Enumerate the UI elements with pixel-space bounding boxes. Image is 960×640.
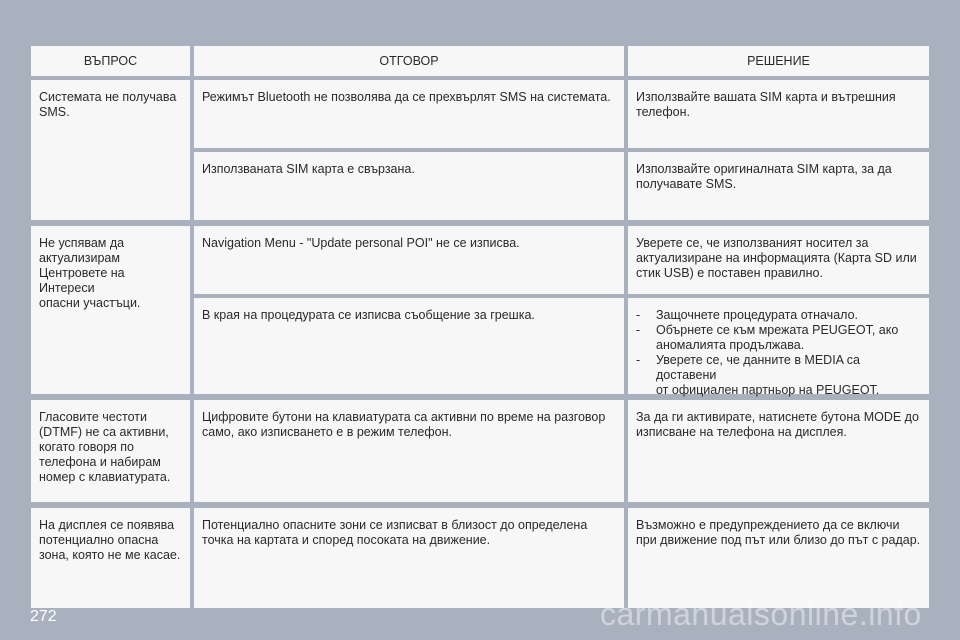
answer-cell: Потенциално опасните зони се изписват в близост до определена точка на картата и според посоката на движение. [194,508,624,608]
solution-cell: За да ги активирате, натиснете бутона MODE до изписване на телефона на дисплея. [628,400,929,502]
answer-cell: В края на процедурата се изписва съобщение за грешка. [194,298,624,394]
solution-step: - Обърнете се към мрежата PEUGEOT, ако аномалията продължава. [636,323,921,353]
question-cell: Не успявам да актуализирам Центровете на Интереси опасни участъци. [31,226,190,394]
question-cell: Системата не получава SMS. [31,80,190,220]
page-number: 272 [30,608,57,625]
answer-cell: Режимът Bluetooth не позволява да се прехвърлят SMS на системата. [194,80,624,148]
solution-steps-list [636,308,921,398]
solution-cell: Възможно е предупреждението да се включи при движение под път или близо до път с радар. [628,508,929,608]
solution-cell: Използвайте оригиналната SIM карта, за да получавате SMS. [628,152,929,220]
answer-cell: Използваната SIM карта е свързана. [194,152,624,220]
answer-cell: Цифровите бутони на клавиатурата са активни по време на разговор само, ако изписването е в режим телефон. [194,400,624,502]
question-cell: Гласовите честоти (DTMF) не са активни, когато говоря по телефона и набирам номер с клавиатурата. [31,400,190,502]
header-answer: ОТГОВОР [194,46,624,76]
solution-step: - Уверете се, че данните в MEDIA са доставени от официален партньор на PEUGEOT. [636,353,921,398]
solution-cell: Уверете се, че използваният носител за актуализиране на информацията (Карта SD или стик USB) е поставен правилно. [628,226,929,294]
solution-cell: Използвайте вашата SIM карта и вътрешния телефон. [628,80,929,148]
question-cell: На дисплея се появява потенциално опасна зона, която не ме касае. [31,508,190,608]
header-solution: РЕШЕНИЕ [628,46,929,76]
answer-cell: Navigation Menu - "Update personal POI" не се изписва. [194,226,624,294]
header-question: ВЪПРОС [31,46,190,76]
watermark-text: carmanualsonline.info [600,596,922,632]
solution-step: - Защочнете процедурата отначало. [636,308,921,323]
solution-cell [628,298,929,397]
